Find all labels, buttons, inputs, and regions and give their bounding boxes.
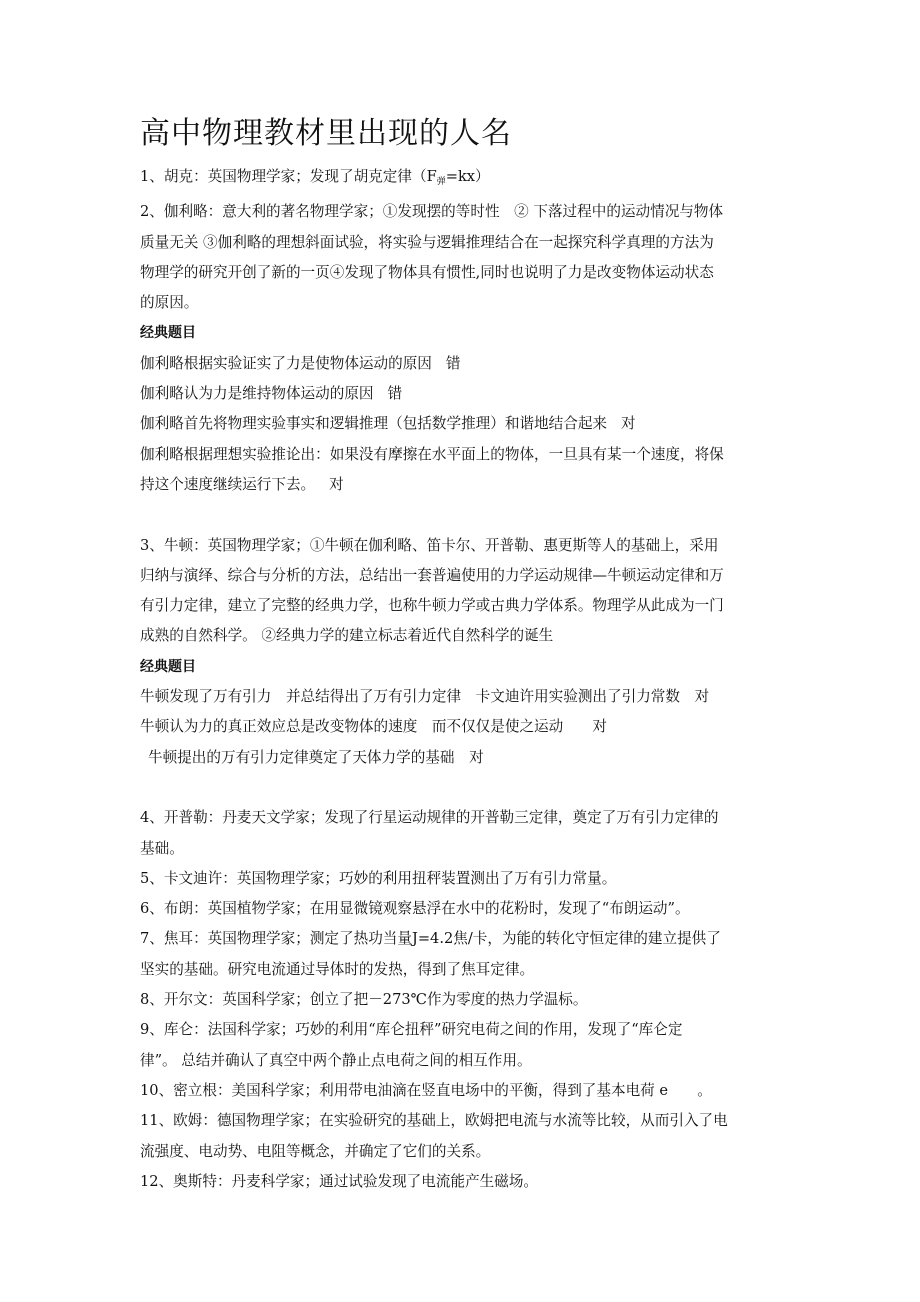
question-item: 牛顿认为力的真正效应总是改变物体的速度 而不仅仅是使之运动 对 bbox=[140, 718, 608, 736]
list-item: 9、库仑：法国科学家；巧妙的利用“库仑扭秤”研究电荷之间的作用，发现了“库仑定 bbox=[140, 1021, 683, 1039]
question-item bbox=[140, 379, 782, 409]
newton-line: 成熟的自然科学。 ②经典力学的建立标志着近代自然科学的诞生 bbox=[140, 627, 554, 645]
question-item: 牛顿提出的万有引力定律奠定了天体力学的基础 对 bbox=[148, 748, 484, 766]
list-item: 7、焦耳：英国物理学家；测定了热功当量J=4.2焦/卡，为能的转化守恒定律的建立提供了 bbox=[140, 930, 721, 948]
newton-line: 有引力定律，建立了完整的经典力学，也称牛顿力学或古典力学体系。物理学从此成为一门 bbox=[140, 597, 724, 615]
newton-questions bbox=[140, 682, 782, 773]
section-heading-classic-1: 经典题目 bbox=[140, 325, 196, 342]
list-item: 坚实的基础。研究电流通过导体时的发热，得到了焦耳定律。 bbox=[140, 960, 535, 978]
paragraph-galileo bbox=[140, 197, 782, 318]
list-item: 流强度、电动势、电阻等概念，并确定了它们的关系。 bbox=[140, 1142, 491, 1160]
question-text: 持这个速度继续运行下去。 bbox=[140, 475, 316, 493]
galileo-questions bbox=[140, 349, 782, 500]
paragraph-newton bbox=[140, 531, 782, 652]
hooke-subscript: 弹 bbox=[436, 177, 446, 187]
list-item: 基础。 bbox=[140, 839, 184, 857]
section-heading-classic-2: 经典题目 bbox=[140, 658, 196, 675]
galileo-line: 的原因。 bbox=[140, 294, 199, 312]
galileo-line: 物理学的研究开创了新的一页④发现了物体具有惯性,同时也说明了力是改变物体运动状态 bbox=[140, 263, 714, 281]
question-answer: 错 bbox=[387, 385, 403, 403]
newton-line: 归纳与演绎、综合与分析的方法，总结出一套普遍使用的力学运动规律—牛顿运动定律和万 bbox=[140, 566, 724, 584]
question-text: 伽利略根据实验证实了力是使物体运动的原因 bbox=[140, 354, 432, 372]
hooke-formula-tail: =kx） bbox=[445, 168, 490, 185]
list-item: 12、奥斯特：丹麦科学家；通过试验发现了电流能产生磁场。 bbox=[140, 1172, 539, 1190]
hooke-text: 1、胡克：英国物理学家；发现了胡克定律（F bbox=[140, 168, 437, 185]
list-item: 律”。 总结并确认了真空中两个静止点电荷之间的相互作用。 bbox=[140, 1051, 532, 1069]
question-answer: 错 bbox=[445, 354, 461, 372]
document-page bbox=[140, 112, 782, 1197]
galileo-line: 质量无关 ③伽利略的理想斜面试验，将实验与逻辑推理结合在一起探究科学真理的方法为 bbox=[140, 233, 714, 251]
list-item: 5、卡文迪许：英国物理学家；巧妙的利用扭秤装置测出了万有引力常量。 bbox=[140, 869, 617, 887]
list-item: 11、欧姆：德国物理学家；在实验研究的基础上，欧姆把电流与水流等比较，从而引入了电 bbox=[140, 1112, 728, 1130]
page-title: 高中物理教材里出现的人名 bbox=[140, 116, 512, 151]
list-item: 10、密立根：美国科学家；利用带电油滴在竖直电场中的平衡，得到了基本电荷 e 。 bbox=[140, 1081, 712, 1099]
spacer bbox=[140, 500, 782, 530]
spacer bbox=[140, 773, 782, 803]
question-answer: 对 bbox=[621, 415, 636, 433]
question-text: 伽利略认为力是维持物体运动的原因 bbox=[140, 385, 374, 403]
newton-line: 3、牛顿：英国物理学家；①牛顿在伽利略、笛卡尔、开普勒、惠更斯等人的基础上，采用 bbox=[140, 536, 719, 554]
scientist-list bbox=[140, 803, 782, 1197]
question-answer: 对 bbox=[329, 475, 344, 493]
question-item bbox=[140, 409, 782, 439]
list-item: 8、开尔文：英国科学家；创立了把－273℃作为零度的热力学温标。 bbox=[140, 991, 588, 1009]
question-item: 牛顿发现了万有引力 并总结得出了万有引力定律 卡文迪许用实验测出了引力常数 对 bbox=[140, 688, 710, 706]
question-item bbox=[140, 349, 782, 379]
question-text-line: 伽利略根据理想实验推论出：如果没有摩擦在水平面上的物体，一旦具有某一个速度，将保 bbox=[140, 445, 724, 463]
list-item: 6、布朗：英国植物学家；在用显微镜观察悬浮在水中的花粉时，发现了“布朗运动”。 bbox=[140, 900, 690, 918]
question-text: 伽利略首先将物理实验事实和逻辑推理（包括数学推理）和谐地结合起来 bbox=[140, 415, 608, 433]
paragraph-hooke bbox=[140, 162, 782, 197]
galileo-line: 2、伽利略：意大利的著名物理学家；①发现摆的等时性 ② 下落过程中的运动情况与物体 bbox=[140, 203, 724, 221]
question-item bbox=[140, 470, 782, 500]
list-item: 4、开普勒：丹麦天文学家；发现了行星运动规律的开普勒三定律，奠定了万有引力定律的 bbox=[140, 809, 719, 827]
